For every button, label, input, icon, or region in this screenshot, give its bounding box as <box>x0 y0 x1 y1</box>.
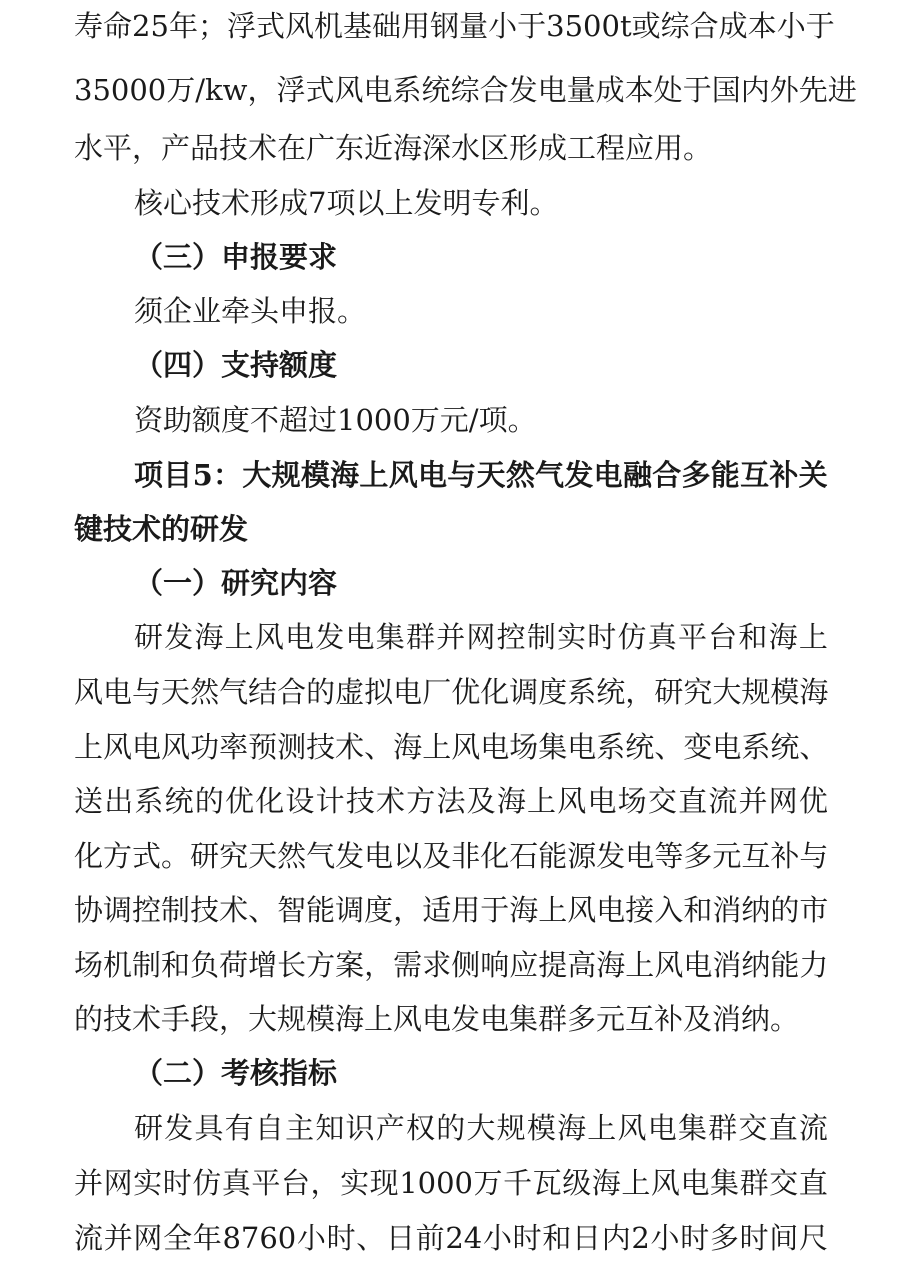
text-line: 场 机 制 和 负 荷 增 长 方 案 ， 需 求 侧 响 应 提 高 海 上 风 电 消 纳 能 力 <box>74 948 829 982</box>
section-heading: （一）研究内容 <box>134 566 338 600</box>
text-line: 35000 万 /kw ， 浮 式 风 电 系 统 综 合 发 电 量 成 本 处 于 国 内 外 先 进 <box>74 73 857 107</box>
text-line: 上 风 电 风 功 率 预 测 技 术 、 海 上 风 电 场 集 电 系 统 、 变 电 系 统 、 <box>74 730 829 764</box>
text-line: 研 发 具 有 自 主 知 识 产 权 的 大 规 模 海 上 风 电 集 群 交 直 流 <box>134 1111 828 1145</box>
text-line: 研 发 海 上 风 电 发 电 集 群 并 网 控 制 实 时 仿 真 平 台 和 海 上 <box>134 620 828 654</box>
text-line: 资助额度不超过1000万元/项。 <box>134 403 537 437</box>
text-line: 的技术手段，大规模海上风电发电集群多元互补及消纳。 <box>74 1002 800 1036</box>
text-line: 水平，产品技术在广东近海深水区形成工程应用。 <box>74 131 713 165</box>
project-title: 键技术的研发 <box>74 512 249 546</box>
text-line: 寿 命 25 年 ； 浮 式 风 机 基 础 用 钢 量 小 于 3500t 或 综 合 成 本 小 于 <box>74 9 835 43</box>
text-line: 协 调 控 制 技 术 、 智 能 调 度 ， 适 用 于 海 上 风 电 接 入 和 消 纳 的 市 <box>74 893 829 927</box>
text-line: 风 电 与 天 然 气 结 合 的 虚 拟 电 厂 优 化 调 度 系 统 ， 研 究 大 规 模 海 <box>74 675 829 709</box>
section-heading: （三）申报要求 <box>134 240 338 274</box>
text-line: 流 并 网 全 年 8760 小 时 、 日 前 24 小 时 和 日 内 2 小 时 多 时 间 尺 <box>74 1221 828 1255</box>
text-line: 并 网 实 时 仿 真 平 台 ， 实 现 1000 万 千 瓦 级 海 上 风 电 集 群 交 直 <box>74 1166 828 1200</box>
text-line: 送 出 系 统 的 优 化 设 计 技 术 方 法 及 海 上 风 电 场 交 直 流 并 网 优 <box>74 784 828 818</box>
text-line: 化 方 式 。 研 究 天 然 气 发 电 以 及 非 化 石 能 源 发 电 等 多 元 互 补 与 <box>74 839 829 873</box>
section-heading: （四）支持额度 <box>134 348 338 382</box>
text-line: 核心技术形成7项以上发明专利。 <box>134 186 559 220</box>
project-title: 项 目 5 ： 大 规 模 海 上 风 电 与 天 然 气 发 电 融 合 多 能 互 补 关 <box>134 458 828 492</box>
text-line: 须企业牵头申报。 <box>134 294 367 328</box>
section-heading: （二）考核指标 <box>134 1056 338 1090</box>
